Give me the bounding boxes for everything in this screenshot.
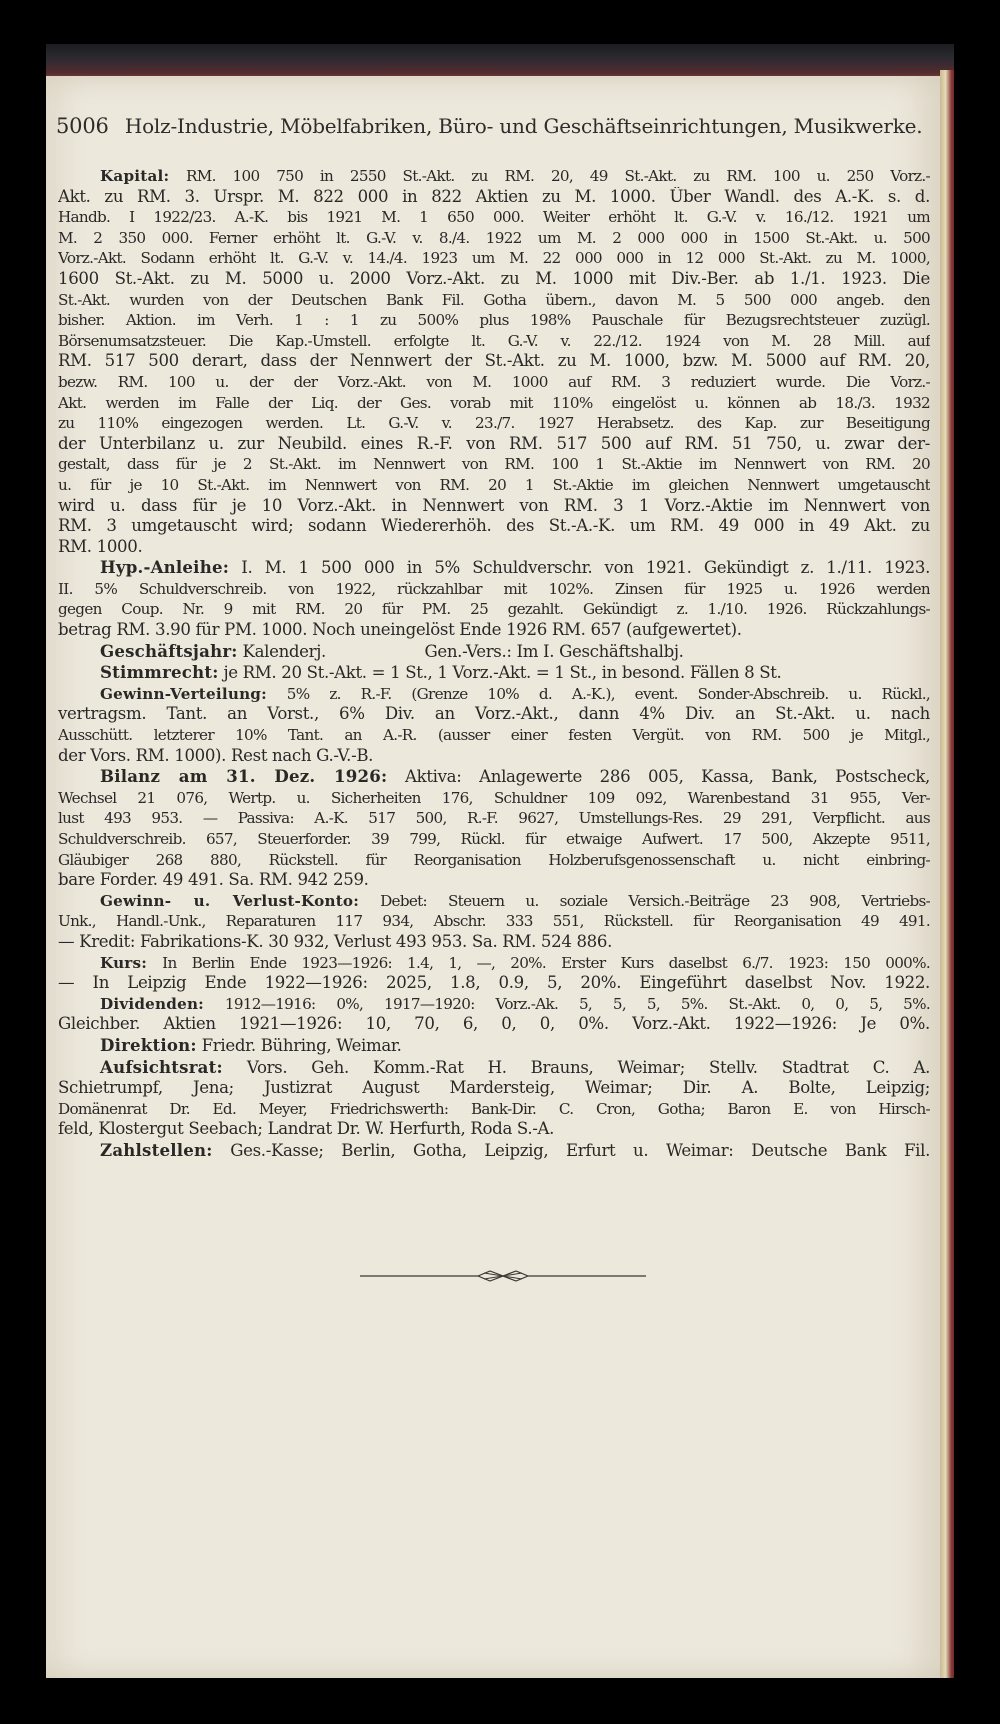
text-line: u. für je 10 St.-Akt. im Nennwert von RM. 20 1 St.-Aktie im gleichen Nennwert umgetauscht <box>58 475 930 494</box>
text-line: M. 2 350 000. Ferner erhöht lt. G.-V. v. 8./4. 1922 um M. 2 000 000 in 1500 St.-Akt. u. 500 <box>58 228 930 247</box>
book-binding-top <box>46 44 954 78</box>
text-line: Gläubiger 268 880, Rückstell. für Reorganisation Holzberufsgenossenschaft u. nicht einbring- <box>58 850 930 869</box>
running-header <box>56 114 936 138</box>
text-line: Aufsichtsrat: Vors. Geh. Komm.-Rat H. Brauns, Weimar; Stellv. Stadtrat C. A. <box>100 1056 930 1077</box>
page-number: 5006 <box>56 114 109 138</box>
text-line: feld, Klostergut Seebach; Landrat Dr. W. Herfurth, Roda S.-A. <box>58 1119 555 1139</box>
section-label: Gewinn-Verteilung: <box>100 684 267 703</box>
text-line: Geschäftsjahr: Kalenderj. Gen.-Vers.: Im I. Geschäftshalbj. <box>100 640 684 661</box>
text-line: — In Leipzig Ende 1922—1926: 2025, 1.8, 0.9, 5, 20%. Eingeführt daselbst Nov. 1922. <box>58 973 930 993</box>
section-label: Kurs: <box>100 953 148 972</box>
text-line: bezw. RM. 100 u. der der Vorz.-Akt. von M. 1000 auf RM. 3 reduziert wurde. Die Vorz.- <box>58 372 930 391</box>
text-line: — Kredit: Fabrikations-K. 30 932, Verlust 493 953. Sa. RM. 524 886. <box>58 931 613 951</box>
text-line: Handb. I 1922/23. A.-K. bis 1921 M. 1 650 000. Weiter erhöht lt. G.-V. v. 16./12. 1921 um <box>58 208 930 227</box>
text-line: Hyp.-Anleihe: I. M. 1 500 000 in 5% Schuldverschr. von 1921. Gekündigt z. 1./11. 1923. <box>100 557 930 578</box>
text-line: Unk., Handl.-Unk., Reparaturen 117 934, Abschr. 333 551, Rückstell. für Reorganisation 49 491. <box>58 912 930 931</box>
text-line: zu 110% eingezogen werden. Lt. G.-V. v. 23./7. 1927 Herabsetz. des Kap. zur Beseitigung <box>58 414 930 433</box>
text-line: Zahlstellen: Ges.-Kasse; Berlin, Gotha, Leipzig, Erfurt u. Weimar: Deutsche Bank Fil. <box>100 1139 930 1160</box>
text-line: Schietrumpf, Jena; Justizrat August Mardersteig, Weimar; Dir. A. Bolte, Leipzig; <box>58 1078 930 1098</box>
scanned-page <box>46 76 940 1678</box>
text-line: Direktion: Friedr. Bühring, Weimar. <box>100 1034 402 1055</box>
section-label: Aufsichtsrat: <box>100 1056 223 1077</box>
text-line: RM. 517 500 derart, dass der Nennwert der St.-Akt. zu M. 1000, bzw. M. 5000 auf RM. 20, <box>58 351 930 371</box>
section-label: Gewinn- u. Verlust-Konto: <box>100 891 360 910</box>
section-label: Zahlstellen: <box>100 1139 213 1160</box>
text-line: II. 5% Schuldverschreib. von 1922, rückzahlbar mit 102%. Zinsen für 1925 u. 1926 werden <box>58 579 930 598</box>
text-line: lust 493 953. — Passiva: A.-K. 517 500, R.-F. 9627, Umstellungs-Res. 29 291, Verpflicht. aus <box>58 809 930 828</box>
text-line: Dividenden: 1912—1916: 0%, 1917—1920: Vorz.-Ak. 5, 5, 5, 5%. St.-Akt. 0, 0, 5, 5%. <box>100 994 930 1013</box>
section-label: Kapital: <box>100 167 170 185</box>
text-line: bare Forder. 49 491. Sa. RM. 942 259. <box>58 870 369 890</box>
text-line: Stimmrecht: je RM. 20 St.-Akt. = 1 St., 1 Vorz.-Akt. = 1 St., in besond. Fällen 8 St. <box>100 662 782 683</box>
text-line: Domänenrat Dr. Ed. Meyer, Friedrichswerth: Bank-Dir. C. Cron, Gotha; Baron E. von Hirsch- <box>58 1099 930 1118</box>
text-line: gegen Coup. Nr. 9 mit RM. 20 für PM. 25 gezahlt. Gekündigt z. 1./10. 1926. Rückzahlungs- <box>58 600 930 619</box>
section-label: Bilanz am 31. Dez. 1926: <box>100 766 388 787</box>
section-label: Hyp.-Anleihe: <box>100 557 230 578</box>
section-label: Dividenden: <box>100 994 204 1013</box>
text-line: 1600 St.-Akt. zu M. 5000 u. 2000 Vorz.-Akt. zu M. 1000 mit Div.-Ber. ab 1./1. 1923. Die <box>58 268 930 288</box>
text-line: der Vors. RM. 1000). Rest nach G.-V.-B. <box>58 745 374 765</box>
section-label: Stimmrecht: <box>100 662 219 683</box>
text-line: Gewinn-Verteilung: 5% z. R.-F. (Grenze 10% d. A.-K.), event. Sonder-Abschreib. u. Rückl., <box>100 684 930 703</box>
text-line: Gewinn- u. Verlust-Konto: Debet: Steuern u. soziale Versich.-Beiträge 23 908, Vertriebs- <box>100 891 930 910</box>
text-line: betrag RM. 3.90 für PM. 1000. Noch uneingelöst Ende 1926 RM. 657 (aufgewertet). <box>58 620 742 640</box>
text-line: Akt. werden im Falle der Liq. der Ges. vorab mit 110% eingelöst u. können ab 18./3. 1932 <box>58 393 930 412</box>
section-label: Geschäftsjahr: <box>100 640 238 661</box>
text-line: RM. 1000. <box>58 536 143 556</box>
text-line: RM. 3 umgetauscht wird; sodann Wiedererhöh. des St.-A.-K. um RM. 49 000 in 49 Akt. zu <box>58 516 930 536</box>
text-line: Kurs: In Berlin Ende 1923—1926: 1.4, 1, —, 20%. Erster Kurs daselbst 6./7. 1923: 150 000%. <box>100 953 930 972</box>
header-title: Holz-Industrie, Möbelfabriken, Büro- und Geschäftseinrichtungen, Musikwerke. <box>124 114 923 138</box>
text-line: Wechsel 21 076, Wertp. u. Sicherheiten 176, Schuldner 109 092, Warenbestand 31 955, Ver- <box>58 788 930 807</box>
text-line: der Unterbilanz u. zur Neubild. eines R.-F. von RM. 517 500 auf RM. 51 750, u. zwar der- <box>58 433 930 453</box>
text-line: Bilanz am 31. Dez. 1926: Aktiva: Anlagewerte 286 005, Kassa, Bank, Postscheck, <box>100 766 930 787</box>
text-line: vertragsm. Tant. an Vorst., 6% Div. an Vorz.-Akt., dann 4% Div. an St.-Akt. u. nach <box>58 704 930 724</box>
text-line: Vorz.-Akt. Sodann erhöht lt. G.-V. v. 14./4. 1923 um M. 22 000 000 in 12 000 St.-Akt. zu M. 1000, <box>58 249 930 268</box>
text-line: Gleichber. Aktien 1921—1926: 10, 70, 6, 0, 0, 0%. Vorz.-Akt. 1922—1926: Je 0%. <box>58 1014 930 1034</box>
ornament-divider <box>360 1270 646 1282</box>
text-line: Ausschütt. letzterer 10% Tant. an A.-R. (ausser einer festen Vergüt. von RM. 500 je Mitgl., <box>58 726 930 745</box>
section-label: Direktion: <box>100 1034 197 1055</box>
text-line: Kapital: RM. 100 750 in 2550 St.-Akt. zu RM. 20, 49 St.-Akt. zu RM. 100 u. 250 Vorz.- <box>100 167 930 185</box>
text-line: Akt. zu RM. 3. Urspr. M. 822 000 in 822 Aktien zu M. 1000. Über Wandl. des A.-K. s. d. <box>58 186 930 206</box>
text-line: bisher. Aktion. im Verh. 1 : 1 zu 500% plus 198% Pauschale für Bezugsrechtsteuer zuzügl. <box>58 311 930 330</box>
text-line: Börsenumsatzsteuer. Die Kap.-Umstell. erfolgte lt. G.-V. v. 22./12. 1924 von M. 28 Mill. auf <box>58 331 930 350</box>
text-line: Schuldverschreib. 657, Steuerforder. 39 799, Rückl. für etwaige Aufwert. 17 500, Akzepte 9511, <box>58 830 930 848</box>
company-entry <box>58 166 930 1162</box>
text-line: St.-Akt. wurden von der Deutschen Bank Fil. Gotha übern., davon M. 5 500 000 angeb. den <box>58 290 930 309</box>
text-line: wird u. dass für je 10 Vorz.-Akt. in Nennwert von RM. 3 1 Vorz.-Aktie im Nennwert von <box>58 495 930 515</box>
text-line: gestalt, dass für je 2 St.-Akt. im Nennwert von RM. 100 1 St.-Aktie im Nennwert von RM. 20 <box>58 455 930 474</box>
book-binding-edge <box>940 70 954 1678</box>
